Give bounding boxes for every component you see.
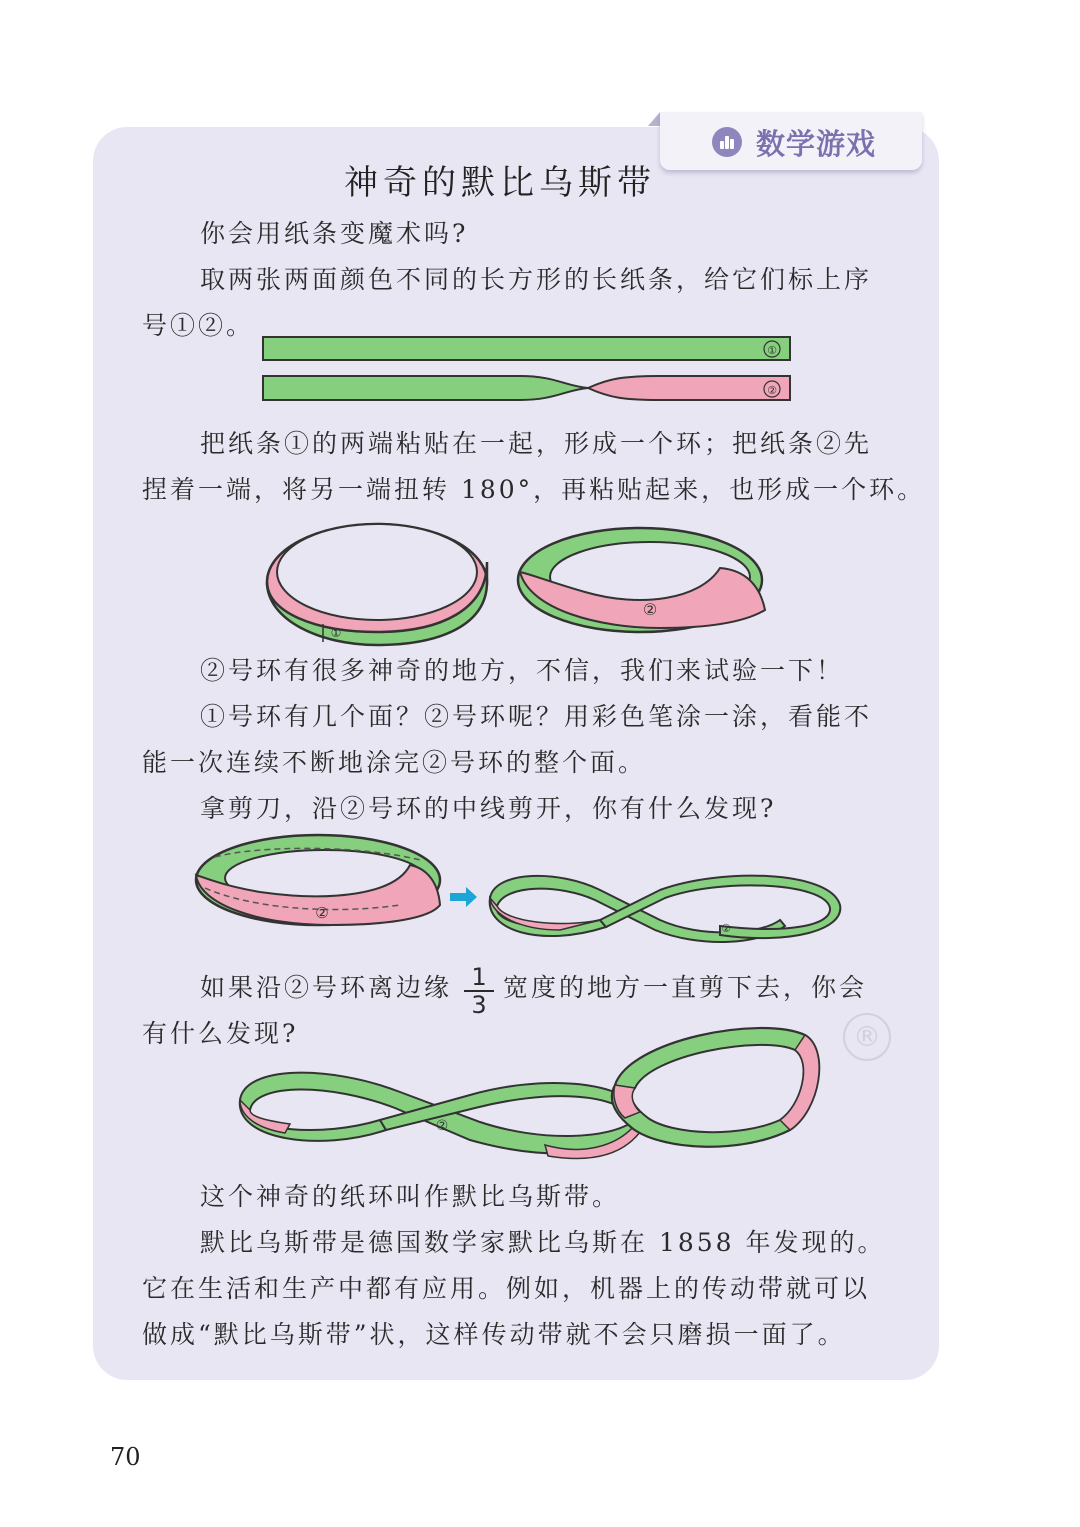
fraction-denominator: 3 [471,991,487,1019]
twisted-loop-label: ② [721,922,731,935]
paragraph-cut-third-line2: 有什么发现? [142,1019,299,1048]
paragraph-instruction-line2: 号①②。 [142,311,255,340]
strip-2-label: ② [767,384,777,397]
paragraph-cut-middle: 拿剪刀，沿②号环的中线剪开，你有什么发现? [200,794,777,823]
paragraph-history-line1: 默比乌斯带是德国数学家默比乌斯在 1858 年发现的。 [200,1228,886,1257]
paragraph-history-line2: 它在生活和生产中都有应用。例如，机器上的传动带就可以 [142,1274,871,1303]
long-loop-label: ② [435,1118,449,1134]
paragraph-name: 这个神奇的纸环叫作默比乌斯带。 [200,1182,621,1211]
page-title: 神奇的默比乌斯带 [344,163,656,203]
strip-2-green [263,376,588,400]
right-arrow-icon [450,887,477,907]
rings-figure [267,524,765,645]
section-tag-label: 数学游戏 [756,127,877,161]
paragraph-steps-line2: 捏着一端，将另一端扭转 180°，再粘贴起来，也形成一个环。 [142,475,926,504]
paragraph-history-line3: 做成“默比乌斯带”状，这样传动带就不会只磨损一面了。 [142,1320,846,1349]
mobius-ring-label: ② [315,904,329,922]
registered-watermark: ® [843,1013,891,1061]
paragraph-question: 你会用纸条变魔术吗? [200,219,469,248]
center-cut-figure [196,835,840,942]
fraction-numerator: 1 [471,963,487,991]
paragraph-faces-line1: ①号环有几个面？②号环呢？用彩色笔涂一涂，看能不 [200,702,873,731]
paragraph-faces-line2: 能一次连续不断地涂完②号环的整个面。 [142,748,647,777]
ring-1-label: ① [330,626,342,640]
ring-1-hole [277,524,477,620]
paper-strips-figure [263,337,790,400]
page-number: 70 [110,1443,141,1471]
paragraph-cut-third-before: 如果沿②号环离边缘 [200,973,453,1002]
ring-2-label: ② [642,600,658,619]
strip-2-pink [588,376,790,400]
strip-1 [263,337,790,360]
paragraph-instruction-line1: 取两张两面颜色不同的长方形的长纸条，给它们标上序 [200,265,873,294]
strip-1-label: ① [767,344,777,357]
paragraph-magic: ②号环有很多神奇的地方，不信，我们来试验一下！ [200,656,845,685]
third-cut-figure [240,1028,819,1158]
paragraph-steps-line1: 把纸条①的两端粘贴在一起，形成一个环；把纸条②先 [200,429,873,458]
paragraph-cut-third-after: 宽度的地方一直剪下去，你会 [503,973,868,1002]
